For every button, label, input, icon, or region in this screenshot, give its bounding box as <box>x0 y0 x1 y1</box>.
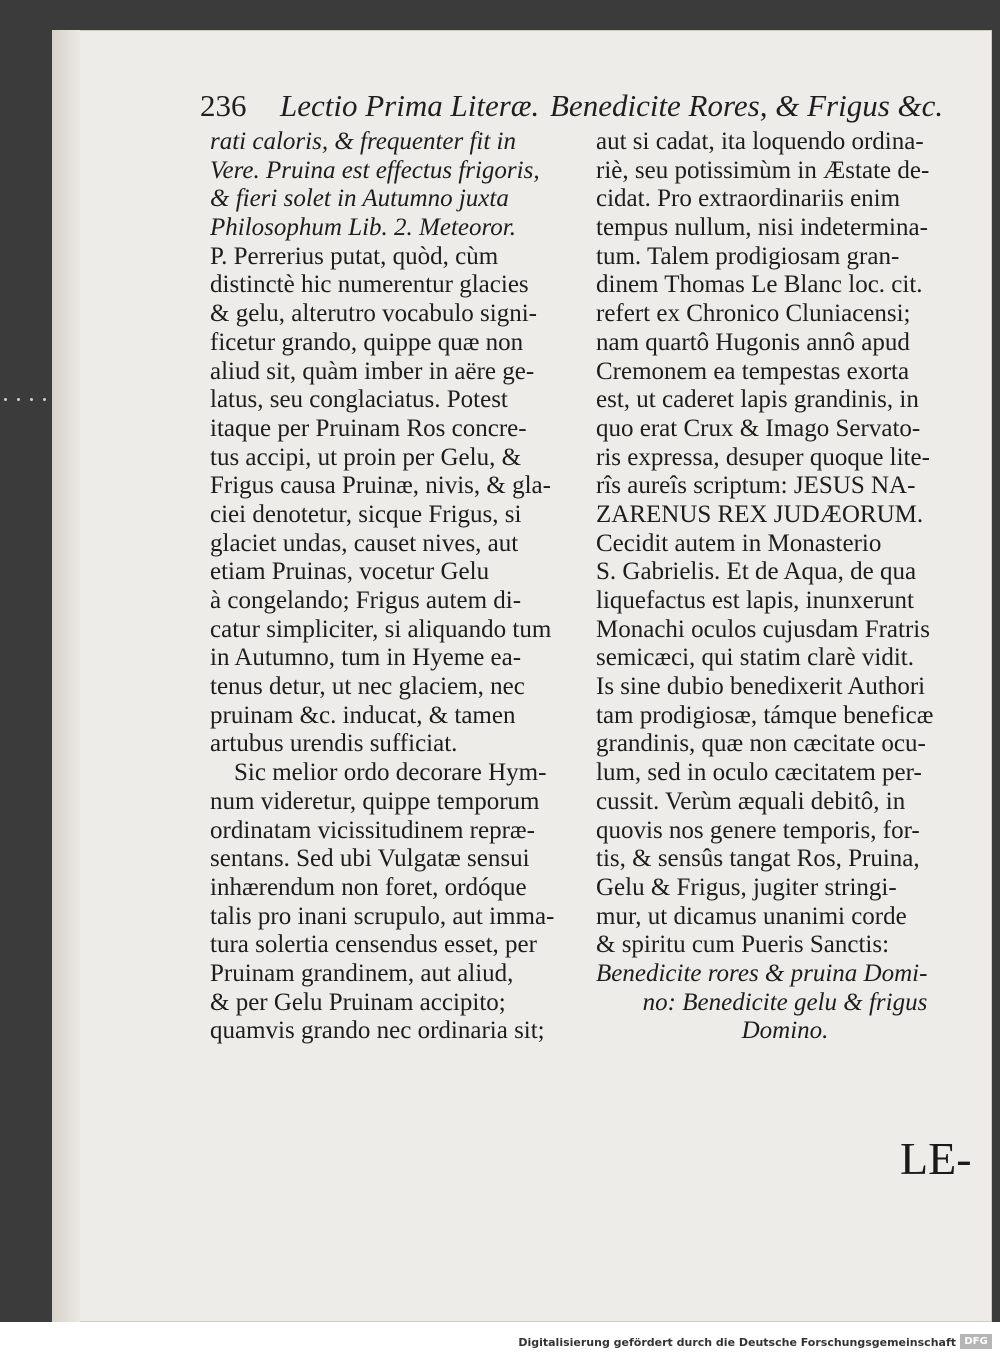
text-line: aut si cadat, ita loquendo ordina- <box>596 128 924 155</box>
text-line: S. Gabrielis. Et de Aqua, de qua <box>596 558 917 586</box>
text-line: latus, seu conglaciatus. Potest <box>210 386 508 414</box>
text-line: quamvis grando nec ordinaria sit; <box>210 1017 545 1045</box>
text-line: mur, ut dicamus unanimi corde <box>596 902 907 930</box>
text-line: distinctè hic numerentur glacies <box>210 271 529 299</box>
text-line: quovis nos genere temporis, for- <box>596 816 920 844</box>
text-line: no: Benedicite gelu & frigus <box>642 988 928 1016</box>
text-line: liquefactus est lapis, inunxerunt <box>596 587 914 614</box>
text-line: Pruinam grandinem, aut aliud, <box>210 959 514 987</box>
text-line: aliud sit, quàm imber in aëre ge- <box>210 357 535 385</box>
text-line: tis, & sensûs tangat Ros, Pruina, <box>596 845 920 873</box>
header-title-left: Lectio Prima Literæ. <box>280 88 540 123</box>
text-line: Sic melior ordo decorare Hym- <box>234 759 547 787</box>
text-line: Philosophum Lib. 2. Meteoror. <box>210 214 517 242</box>
footer-credit: Digitalisierung gefördert durch die Deutsche Forschungsgemeinschaft <box>518 1336 956 1349</box>
text-line: dinem Thomas Le Blanc loc. cit. <box>596 271 923 299</box>
right-text-column <box>596 128 974 1046</box>
text-line: talis pro inani scrupulo, aut imma- <box>210 902 555 930</box>
text-line: grandinis, quæ non cæcitate ocu- <box>596 730 926 758</box>
text-line: Monachi oculos cujusdam Fratris <box>596 615 930 643</box>
text-line: ciei denotetur, sicque Frigus, si <box>210 500 522 528</box>
text-line: & fieri solet in Autumno juxta <box>210 185 509 213</box>
dfg-logo: DFG <box>960 1334 992 1349</box>
text-line: etiam Pruinas, vocetur Gelu <box>210 558 490 586</box>
text-line: rati caloris, & frequenter fit in <box>210 128 517 155</box>
text-line: Domino. <box>741 1017 829 1045</box>
text-line: Cecidit autem in Monasterio <box>596 529 882 557</box>
text-line: Cremonem ea tempestas exorta <box>596 357 910 385</box>
text-line: P. Perrerius putat, quòd, cùm <box>210 242 499 270</box>
text-line: num videretur, quippe temporum <box>210 787 540 815</box>
text-line: & gelu, alterutro vocabulo signi- <box>210 300 538 328</box>
gutter-dots <box>0 395 54 405</box>
text-line: glaciet undas, causet nives, aut <box>210 529 519 557</box>
left-text-column <box>210 128 582 1046</box>
page-number: 236 <box>200 88 247 123</box>
text-line: tam prodigiosæ, támque beneficæ <box>596 701 934 729</box>
text-line: rîs aureîs scriptum: JESUS NA- <box>596 472 916 500</box>
text-line: semicæci, qui statim clarè vidit. <box>596 644 914 672</box>
text-line: Gelu & Frigus, jugiter stringi- <box>596 873 897 901</box>
text-line: sentans. Sed ubi Vulgatæ sensui <box>210 845 530 873</box>
page-gutter <box>52 30 80 1322</box>
text-line: tura solertia censendus esset, per <box>210 931 537 959</box>
text-line: pruinam &c. inducat, & tamen <box>210 701 516 729</box>
text-line: & spiritu cum Pueris Sanctis: <box>596 931 890 959</box>
text-line: itaque per Pruinam Ros concre- <box>210 414 527 442</box>
text-line: tus accipi, ut proin per Gelu, & <box>210 443 522 471</box>
text-line: catur simpliciter, si aliquando tum <box>210 615 552 643</box>
text-line: Is sine dubio benedixerit Authori <box>596 673 926 701</box>
text-line: ordinatam vicissitudinem repræ- <box>210 816 535 844</box>
text-line: Benedicite rores & pruina Domi- <box>596 959 928 987</box>
text-line: tenus detur, ut nec glaciem, nec <box>210 673 525 701</box>
catchword: LE- <box>900 1133 972 1184</box>
text-line: ZARENUS REX JUDÆORUM. <box>596 500 924 528</box>
text-line: ris expressa, desuper quoque lite- <box>596 443 930 471</box>
text-line: est, ut caderet lapis grandinis, in <box>596 386 919 414</box>
text-line: Frigus causa Pruinæ, nivis, & gla- <box>210 472 551 500</box>
text-line: lum, sed in oculo cæcitatem per- <box>596 759 922 787</box>
text-line: à congelando; Frigus autem di- <box>210 587 522 614</box>
text-line: Vere. Pruina est effectus frigoris, <box>210 156 540 184</box>
footer-bar <box>0 1322 1000 1356</box>
text-line: tempus nullum, nisi indetermina- <box>596 214 928 242</box>
text-line: cidat. Pro extraordinariis enim <box>596 185 901 213</box>
text-line: quo erat Crux & Imago Servato- <box>596 414 921 442</box>
text-line: nam quartô Hugonis annô apud <box>596 328 910 356</box>
text-line: in Autumno, tum in Hyeme ea- <box>210 644 522 672</box>
text-line: cussit. Verùm æquali debitô, in <box>596 787 906 815</box>
text-line: tum. Talem prodigiosam gran- <box>596 242 900 270</box>
text-line: ficetur grando, quippe quæ non <box>210 328 524 356</box>
text-line: artubus urendis sufficiat. <box>210 730 458 758</box>
text-line: & per Gelu Pruinam accipito; <box>210 988 506 1016</box>
text-line: riè, seu potissimùm in Æstate de- <box>596 156 930 184</box>
text-line: inhærendum non foret, ordóque <box>210 873 527 901</box>
header-title-right: Benedicite Rores, & Frigus &c. <box>550 88 944 123</box>
text-line: refert ex Chronico Cluniacensi; <box>596 300 911 328</box>
